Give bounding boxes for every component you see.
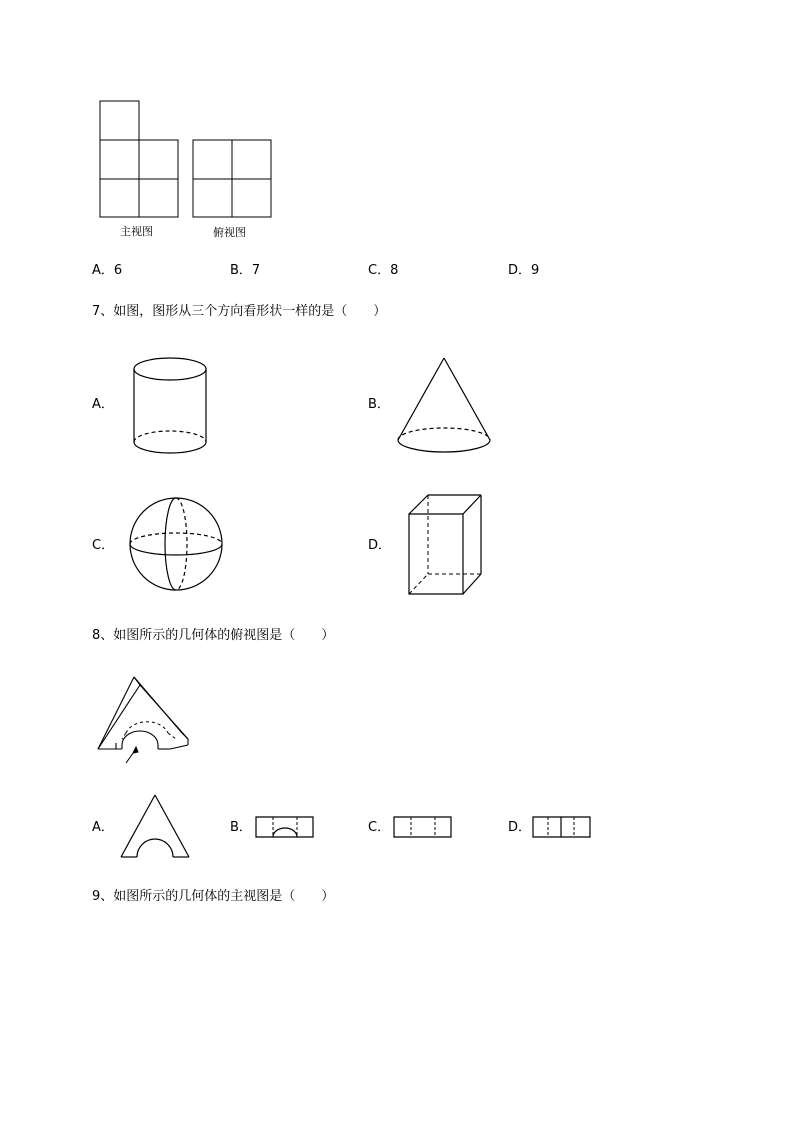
option-value: 7 xyxy=(251,263,261,278)
q8-label-b[interactable]: B． xyxy=(230,820,252,835)
q6-option-d[interactable] xyxy=(508,263,539,279)
option-letter: D． xyxy=(508,263,532,278)
option-value: 9 xyxy=(531,263,540,278)
option-value: 8 xyxy=(390,263,399,278)
option-letter: A． xyxy=(92,263,114,278)
q8-option-a-figure xyxy=(119,793,191,859)
cuboid-figure xyxy=(406,492,484,598)
option-letter: B． xyxy=(230,263,252,278)
q8-option-d-figure xyxy=(532,816,592,840)
q6-option-c[interactable] xyxy=(368,263,398,279)
option-value: 6 xyxy=(113,263,123,278)
top-view-figure xyxy=(192,139,272,219)
q8-stem: 8、如图所示的几何体的俯视图是（ ） xyxy=(92,628,335,643)
q7-label-c[interactable]: C． xyxy=(92,538,115,553)
q8-option-c-figure xyxy=(393,816,453,840)
front-view-caption: 主视图 xyxy=(120,225,153,238)
q7-label-d[interactable]: D． xyxy=(368,538,392,553)
q7-stem: 7、如图，图形从三个方向看形状一样的是（ ） xyxy=(92,304,387,319)
q6-option-a[interactable] xyxy=(92,263,122,279)
cone-figure xyxy=(394,356,494,456)
cylinder-figure xyxy=(128,355,212,457)
top-view-caption: 俯视图 xyxy=(213,226,246,239)
q8-option-b-figure xyxy=(255,816,315,840)
q9-stem: 9、如图所示的几何体的主视图是（ ） xyxy=(92,889,335,904)
sphere-figure xyxy=(128,496,224,592)
q8-label-c[interactable]: C． xyxy=(368,820,391,835)
q7-label-a[interactable]: A． xyxy=(92,397,114,412)
option-letter: C． xyxy=(368,263,391,278)
q8-label-a[interactable]: A． xyxy=(92,820,114,835)
q7-label-b[interactable]: B． xyxy=(368,397,390,412)
q8-label-d[interactable]: D． xyxy=(508,820,532,835)
front-view-figure xyxy=(99,100,179,220)
q6-option-b[interactable] xyxy=(230,263,260,279)
arch-solid-figure xyxy=(96,673,190,765)
